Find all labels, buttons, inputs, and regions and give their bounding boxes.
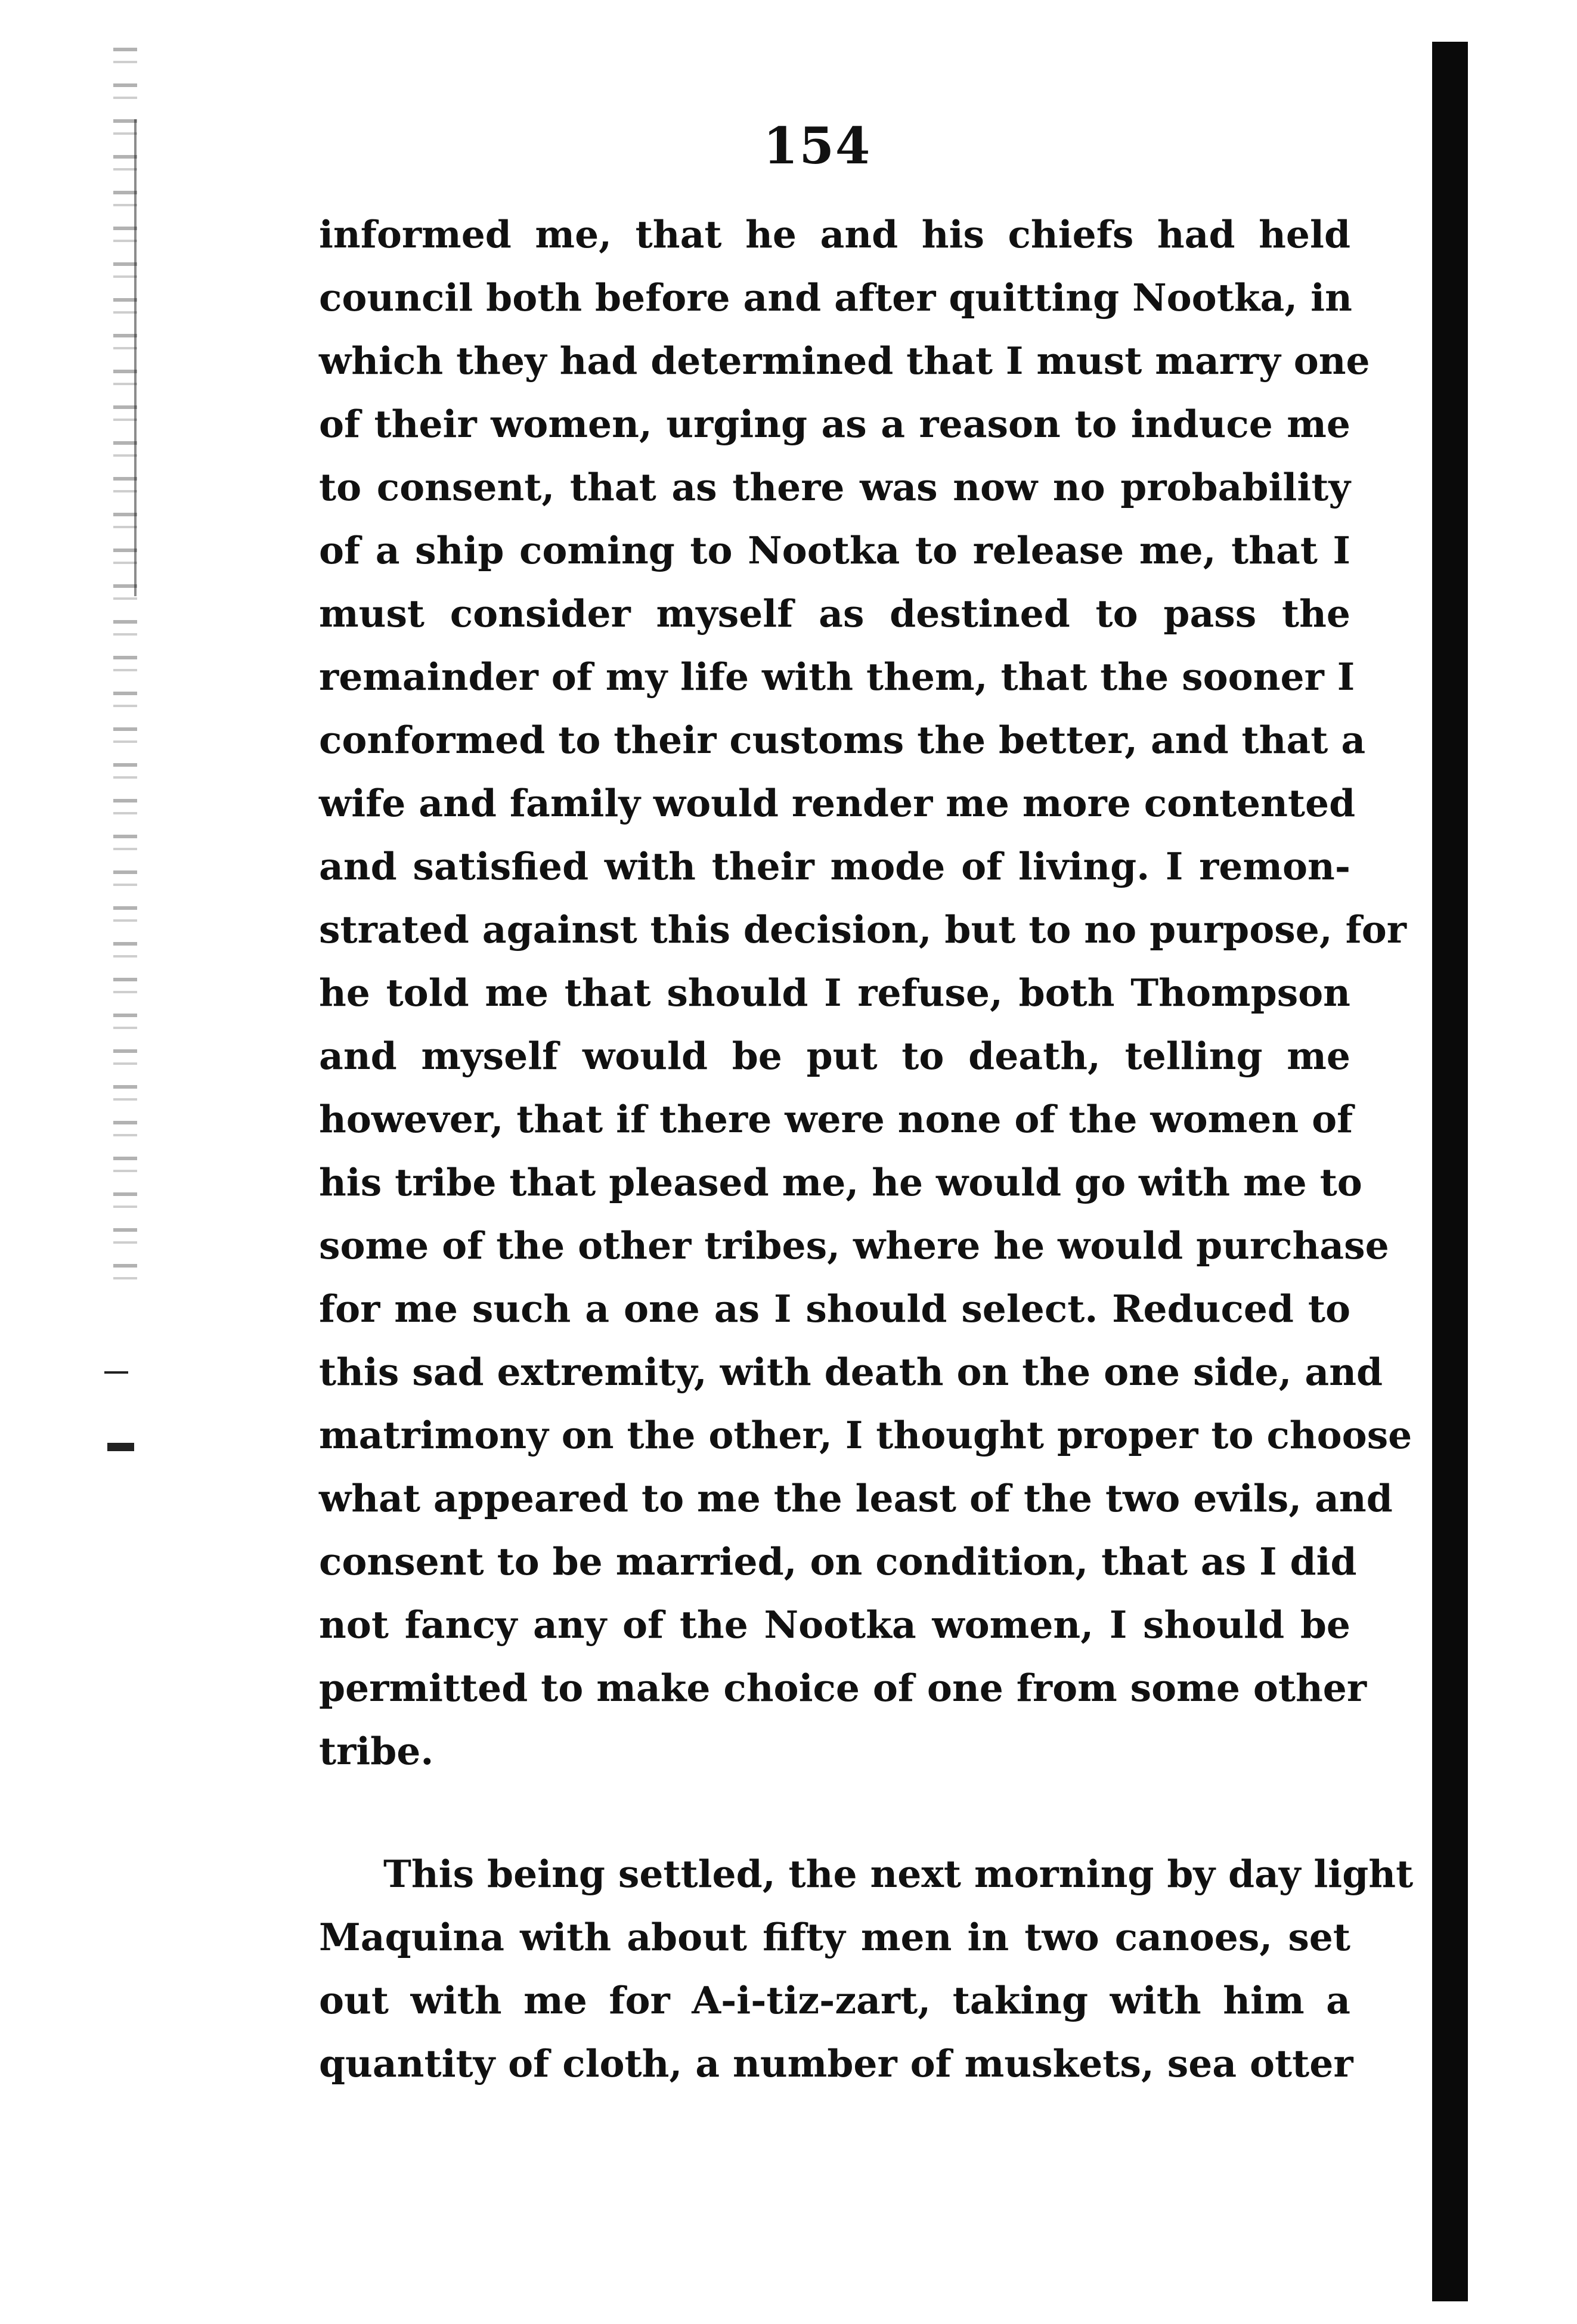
text-line: wife and family would render me more contented bbox=[319, 781, 1356, 825]
binding-edge-shadow bbox=[113, 48, 137, 1300]
text-line: conformed to their customs the better, and that a bbox=[319, 718, 1366, 762]
text-line: consent to be married, on condition, that as I did bbox=[319, 1539, 1357, 1584]
text-line: his tribe that pleased me, he would go with me to bbox=[319, 1160, 1362, 1204]
text-line: however, that if there were none of the women of bbox=[319, 1097, 1353, 1141]
paragraph-1 bbox=[319, 203, 1412, 1783]
margin-mark-2 bbox=[107, 1443, 134, 1451]
text-line: and satisfied with their mode of living. I remon- bbox=[319, 844, 1350, 888]
page-number: 154 bbox=[763, 116, 872, 175]
text-line: to consent, that as there was now no probability bbox=[319, 465, 1350, 509]
text-line: for me such a one as I should select. Reduced to bbox=[319, 1287, 1350, 1331]
scan-edge-bar bbox=[1432, 42, 1468, 2301]
text-line: he told me that should I refuse, both Thompson bbox=[319, 971, 1350, 1015]
text-line: not fancy any of the Nootka women, I should be bbox=[319, 1603, 1350, 1647]
margin-mark bbox=[104, 1371, 128, 1374]
text-line: of a ship coming to Nootka to release me, that I bbox=[319, 528, 1350, 572]
text-line: council both before and after quitting Nootka, in bbox=[319, 275, 1352, 320]
text-line: of their women, urging as a reason to induce me bbox=[319, 402, 1350, 446]
text-line: out with me for A-i-tiz-zart, taking with him a bbox=[319, 1978, 1350, 2022]
text-line: some of the other tribes, where he would purchase bbox=[319, 1223, 1389, 1268]
text-line: remainder of my life with them, that the sooner I bbox=[319, 655, 1355, 699]
text-line: this sad extremity, with death on the one side, and bbox=[319, 1350, 1383, 1394]
text-line: which they had determined that I must marry one bbox=[319, 339, 1370, 383]
binding-edge-line bbox=[134, 119, 137, 596]
text-line: and myself would be put to death, telling me bbox=[319, 1034, 1350, 1078]
text-line: tribe. bbox=[319, 1729, 434, 1773]
text-line: Maquina with about fifty men in two canoes, set bbox=[319, 1915, 1350, 1959]
text-line: must consider myself as destined to pass the bbox=[319, 591, 1350, 636]
paragraph-2 bbox=[319, 1842, 1414, 2095]
text-line: informed me, that he and his chiefs had held bbox=[319, 212, 1350, 256]
text-line: what appeared to me the least of the two evils, and bbox=[319, 1476, 1393, 1520]
text-line: strated against this decision, but to no purpose, for bbox=[319, 907, 1406, 952]
text-line: matrimony on the other, I thought proper to choose bbox=[319, 1413, 1412, 1457]
text-line: This being settled, the next morning by day light bbox=[383, 1852, 1414, 1896]
text-line: permitted to make choice of one from some other bbox=[319, 1666, 1367, 1710]
text-line: quantity of cloth, a number of muskets, sea otter bbox=[319, 2041, 1353, 2086]
